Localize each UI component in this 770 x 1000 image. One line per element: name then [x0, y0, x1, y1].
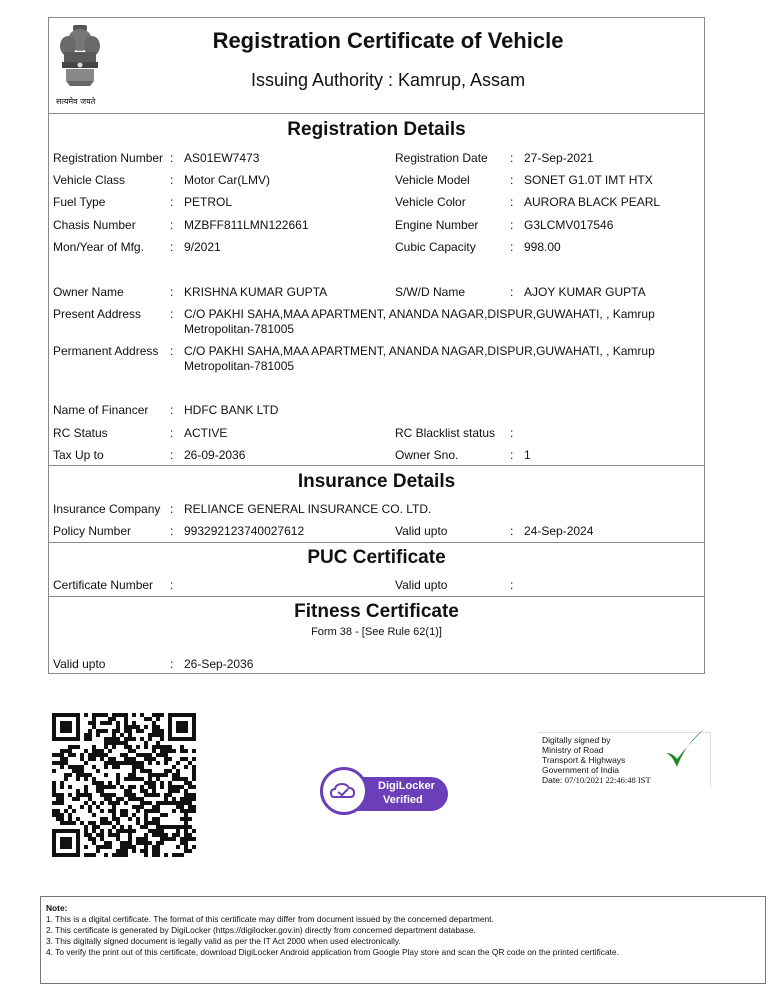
divider — [48, 113, 705, 114]
field-label: Tax Up to — [53, 448, 104, 462]
colon: : — [170, 502, 174, 516]
field-label: Valid upto — [53, 657, 106, 671]
signature-line: Ministry of Road — [542, 745, 604, 755]
insurance-company-value: RELIANCE GENERAL INSURANCE CO. LTD. — [184, 502, 432, 516]
permanent-address-value: C/O PAKHI SAHA,MAA APARTMENT, ANANDA NAGAR,DISPUR,GUWAHATI, , Kamrup Metropolitan-781005 — [184, 344, 655, 373]
colon: : — [510, 195, 514, 209]
owner-name-value: KRISHNA KUMAR GUPTA — [184, 285, 328, 299]
colon: : — [170, 448, 174, 462]
colon: : — [510, 173, 514, 187]
signature-date-label: Date: — [542, 775, 563, 785]
colon: : — [170, 285, 174, 299]
registration-date-value: 27-Sep-2021 — [524, 151, 594, 165]
field-label: Owner Sno. — [395, 448, 459, 462]
insurance-valid-upto-value: 24-Sep-2024 — [524, 524, 594, 538]
field-label: Fuel Type — [53, 195, 106, 209]
swd-name-value: AJOY KUMAR GUPTA — [524, 285, 646, 299]
divider — [48, 542, 705, 543]
financer-value: HDFC BANK LTD — [184, 403, 279, 417]
colon: : — [170, 524, 174, 538]
field-label: RC Blacklist status — [395, 426, 496, 440]
fitness-subtitle: Form 38 - [See Rule 62(1)] — [311, 626, 442, 638]
field-label: Insurance Company — [53, 502, 161, 516]
colon: : — [510, 285, 514, 299]
page-title: Registration Certificate of Vehicle — [212, 28, 564, 53]
present-address-value: C/O PAKHI SAHA,MAA APARTMENT, ANANDA NAGAR,DISPUR,GUWAHATI, , Kamrup Metropolitan-781005 — [184, 307, 655, 336]
field-label: Certificate Number — [53, 578, 154, 592]
colon: : — [510, 448, 514, 462]
signature-line: Transport & Highways — [542, 755, 626, 765]
field-label: Chasis Number — [53, 218, 136, 232]
colon: : — [170, 426, 174, 440]
colon: : — [510, 578, 514, 592]
fuel-type-value: PETROL — [184, 195, 233, 209]
policy-number-value: 993292123740027612 — [184, 524, 305, 538]
signature-date — [542, 775, 651, 785]
field-label: Vehicle Color — [395, 195, 466, 209]
colon: : — [510, 218, 514, 232]
colon: : — [170, 240, 174, 254]
colon: : — [170, 151, 174, 165]
field-label: Valid upto — [395, 578, 448, 592]
section-registration-title: Registration Details — [287, 119, 466, 140]
section-insurance-title: Insurance Details — [297, 471, 456, 492]
signature-line: Digitally signed by — [542, 735, 611, 745]
issuing-authority: Issuing Authority : Kamrup, Assam — [250, 70, 526, 90]
chasis-number-value: MZBFF811LMN122661 — [184, 218, 309, 232]
field-label: Mon/Year of Mfg. — [53, 240, 144, 254]
digilocker-verified-label: Verified — [383, 794, 423, 806]
colon: : — [170, 195, 174, 209]
colon: : — [510, 426, 514, 440]
mfg-date-value: 9/2021 — [184, 240, 221, 254]
digital-signature — [538, 732, 711, 787]
colon: : — [170, 344, 174, 358]
colon: : — [510, 524, 514, 538]
field-label: RC Status — [53, 426, 108, 440]
field-label: Policy Number — [53, 524, 132, 538]
note-box — [40, 896, 766, 984]
note-title: Note: — [46, 903, 68, 913]
field-label: Vehicle Model — [395, 173, 470, 187]
rc-status-value: ACTIVE — [184, 426, 228, 440]
note-item: 4. To verify the print out of this certificate, download DigiLocker Android application from Google Play store and scan the QR code on the printed certificate. — [46, 947, 619, 957]
field-label: Registration Date — [395, 151, 488, 165]
digilocker-circle — [320, 767, 368, 815]
note-item: 3. This digitally signed document is legally valid as per the IT Act 2000 when used electronically. — [46, 936, 401, 946]
signature-date-value: 07/10/2021 22:46:48 IST — [564, 775, 651, 785]
field-label: S/W/D Name — [395, 285, 466, 299]
tax-upto-value: 26-09-2036 — [184, 448, 246, 462]
engine-number-value: G3LCMV017546 — [524, 218, 614, 232]
field-label: Registration Number — [53, 151, 164, 165]
note-item: 2. This certificate is generated by DigiLocker (https://digilocker.gov.in) directly from concerned department database. — [46, 925, 476, 935]
field-label: Valid upto — [395, 524, 448, 538]
section-puc-title: PUC Certificate — [307, 547, 446, 568]
field-label: Owner Name — [53, 285, 124, 299]
cubic-capacity-value: 998.00 — [524, 240, 561, 254]
registration-number-value: AS01EW7473 — [184, 151, 260, 165]
checkmark-icon — [662, 727, 708, 773]
divider — [48, 465, 705, 466]
colon: : — [170, 578, 174, 592]
field-label: Vehicle Class — [53, 173, 126, 187]
field-label: Cubic Capacity — [395, 240, 476, 254]
colon: : — [510, 240, 514, 254]
vehicle-model-value: SONET G1.0T IMT HTX — [524, 173, 653, 187]
section-fitness-title: Fitness Certificate — [294, 601, 459, 622]
colon: : — [170, 403, 174, 417]
vehicle-class-value: Motor Car(LMV) — [184, 173, 271, 187]
vehicle-color-value: AURORA BLACK PEARL — [524, 195, 661, 209]
colon: : — [170, 307, 174, 321]
divider — [48, 596, 705, 597]
fitness-valid-upto-value: 26-Sep-2036 — [184, 657, 254, 671]
signature-line: Government of India — [542, 765, 620, 775]
field-label: Permanent Address — [53, 344, 159, 358]
colon: : — [170, 173, 174, 187]
field-label: Name of Financer — [53, 403, 149, 417]
colon: : — [510, 151, 514, 165]
qr-code-icon — [52, 713, 196, 857]
emblem-motto: सत्यमेव जयते — [56, 97, 96, 106]
owner-sno-value: 1 — [524, 448, 531, 462]
field-label: Present Address — [53, 307, 142, 321]
qr-code — [52, 713, 196, 857]
cloud-check-icon — [323, 770, 365, 812]
colon: : — [170, 657, 174, 671]
field-label: Engine Number — [395, 218, 479, 232]
note-item: 1. This is a digital certificate. The format of this certificate may differ from document issued by the concerned department. — [46, 914, 494, 924]
digilocker-verified-badge — [320, 765, 448, 815]
colon: : — [170, 218, 174, 232]
digilocker-label: DigiLocker — [378, 780, 435, 792]
